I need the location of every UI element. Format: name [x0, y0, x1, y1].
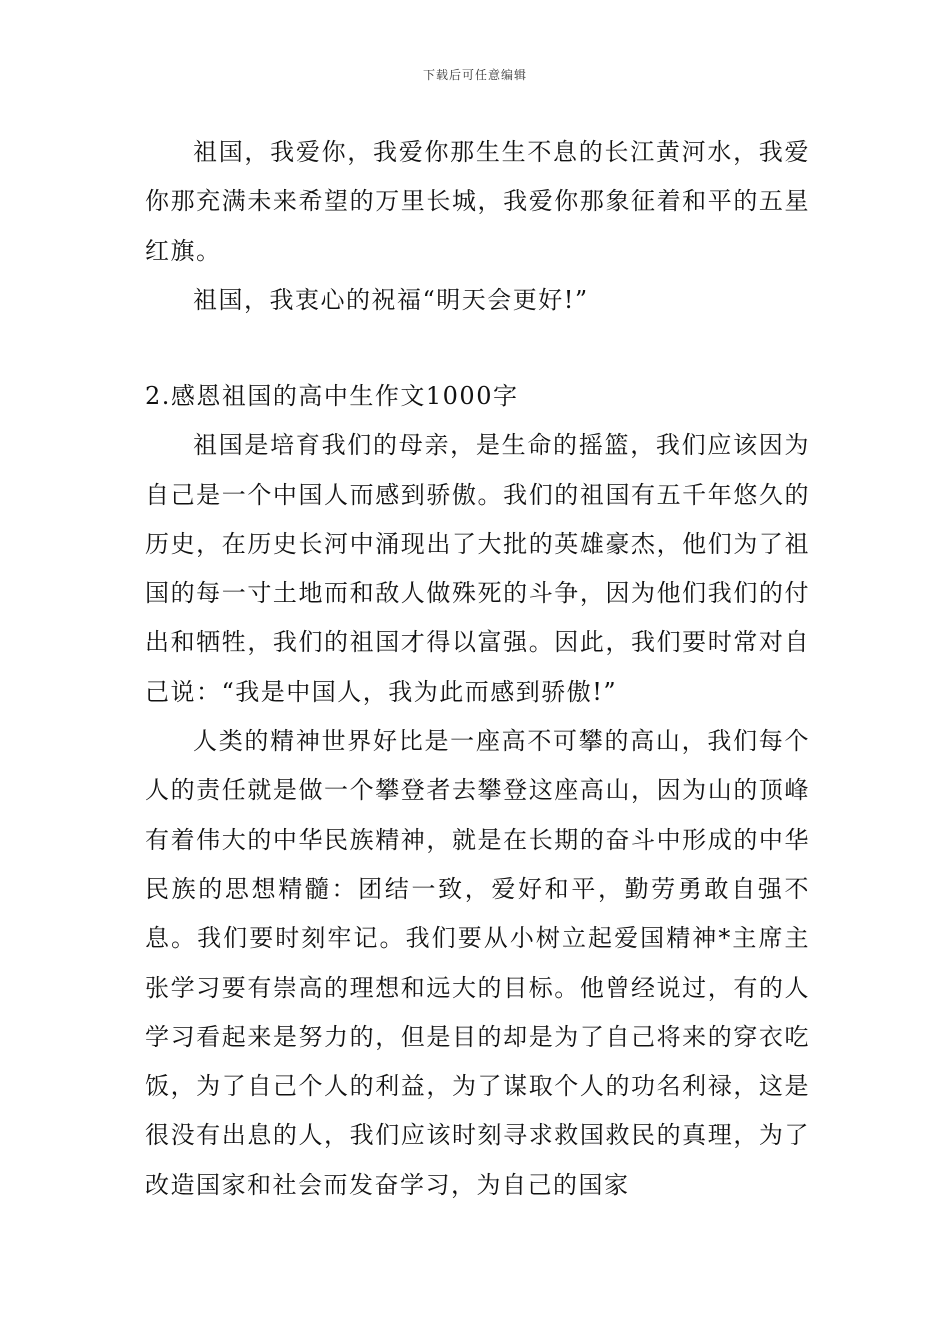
paragraph: 祖国是培育我们的母亲，是生命的摇篮，我们应该因为自己是一个中国人而感到骄傲。我们的祖国有五千年悠久的历史，在历史长河中涌现出了大批的英雄豪杰，他们为了祖国的每一寸土地而和敌人做殊死的斗争，因为他们我们的付出和牺牲，我们的祖国才得以富强。因此，我们要时常对自己说：“我是中国人，我为此而感到骄傲!”	[145, 431, 810, 706]
paragraph: 人类的精神世界好比是一座高不可攀的高山，我们每个人的责任就是做一个攀登者去攀登这座高山，因为山的顶峰有着伟大的中华民族精神，就是在长期的奋斗中形成的中华民族的思想精髓：团结一致，爱好和平，勤劳勇敢自强不息。我们要时刻牢记。我们要从小树立起爱国精神*主席主张学习要有崇高的理想和远大的目标。他曾经说过，有的人学习看起来是努力的，但是目的却是为了自己将来的穿衣吃饭，为了自己个人的利益，为了谋取个人的功名利禄，这是很没有出息的人，我们应该时刻寻求救国救民的真理，为了改造国家和社会而发奋学习，为自己的国家	[145, 727, 810, 1199]
header-note: 下载后可任意编辑	[422, 68, 527, 82]
section-2	[145, 372, 810, 1210]
section-1	[145, 128, 810, 325]
section-heading: 2.感恩祖国的高中生作文1000字	[145, 382, 519, 410]
paragraph: 祖国，我爱你，我爱你那生生不息的长江黄河水，我爱你那充满未来希望的万里长城，我爱你那象征着和平的五星红旗。	[145, 138, 810, 265]
paragraph: 祖国，我衷心的祝福“明天会更好!”	[193, 285, 589, 314]
